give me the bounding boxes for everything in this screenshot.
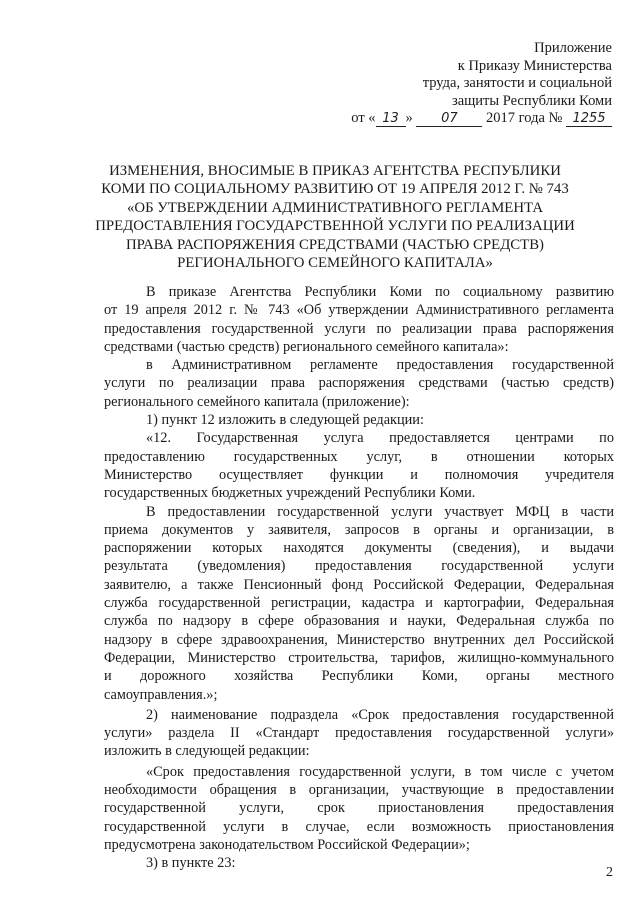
paragraph-line: необходимости обращения в организации, участвующие в предоставлении [104, 782, 614, 799]
paragraph-line: 2) наименование подраздела «Срок предоставления государственной [146, 706, 614, 723]
paragraph-line: услуги» раздела II «Стандарт предоставления государственной услуги» [104, 725, 614, 742]
appendix-line: труда, занятости и социальной [422, 75, 612, 91]
paragraph-line: приема документов у заявителя, запросов в органы и организации, в [104, 521, 614, 538]
body-paragraph [104, 411, 614, 429]
paragraph-line: Министерство осуществляет функции и полномочия учредителя [104, 466, 614, 483]
title-line: «ОБ УТВЕРЖДЕНИИ АДМИНИСТРАТИВНОГО РЕГЛАМЕНТА [126, 199, 544, 216]
body-paragraph [104, 854, 614, 872]
handwritten-month: 07 [416, 112, 482, 127]
paragraph-line: услуги по реализации права распоряжения средствами (частью средств) [104, 375, 614, 392]
body-paragraph [104, 503, 614, 704]
paragraph-line: служба государственной регистрации, кадастра и картографии, Федеральная [104, 595, 614, 612]
paragraph-line: В приказе Агентства Республики Коми по социальному развитию [146, 284, 614, 300]
paragraph-line: и дорожного хозяйства Республики Коми, органы местного [104, 668, 614, 685]
title-line: КОМИ ПО СОЦИАЛЬНОМУ РАЗВИТИЮ ОТ 19 АПРЕЛЯ 2012 Г. № 743 [101, 181, 569, 198]
title-line: ПРАВА РАСПОРЯЖЕНИЯ СРЕДСТВАМИ (ЧАСТЬЮ СРЕДСТВ) [125, 236, 544, 253]
paragraph-line: «Срок предоставления государственной услуги, в том числе с учетом [146, 763, 614, 780]
paragraph-line: предоставления государственной услуги по реализации права распоряжения [104, 320, 614, 337]
date-year: 2017 года № [486, 110, 563, 126]
paragraph-line: заявителю, а также Пенсионный фонд Российской Федерации, Федеральная [104, 576, 614, 593]
date-mid: » [405, 110, 413, 126]
document-title [95, 162, 575, 272]
paragraph-line: от 19 апреля 2012 г. № 743 «Об утверждении Административного регламента [104, 302, 614, 319]
paragraph-line: 3) в пункте 23: [146, 855, 236, 872]
paragraph-line: государственной услуги в случае, если возможность приостановления [104, 818, 614, 835]
body-paragraph [104, 283, 614, 356]
paragraph-line: «12. Государственная услуга предоставляется центрами по [146, 430, 614, 447]
body-paragraph [104, 706, 614, 761]
order-date-line [312, 110, 612, 128]
appendix-line: защиты Республики Коми [451, 92, 612, 109]
paragraph-line: предоставлению государственных услуг, в отношении которых [104, 448, 614, 465]
paragraph-line: В предоставлении государственной услуги участвует МФЦ в части [146, 503, 614, 520]
paragraph-line: предусмотрена законодательством Российской Федерации»; [104, 836, 470, 853]
paragraph-line: изложить в следующей редакции: [104, 743, 310, 760]
paragraph-line: самоуправления.»; [104, 686, 218, 703]
title-line: ИЗМЕНЕНИЯ, ВНОСИМЫЕ В ПРИКАЗ АГЕНТСТВА РЕСПУБЛИКИ [109, 163, 561, 179]
title-line: ПРЕДОСТАВЛЕНИЯ ГОСУДАРСТВЕННОЙ УСЛУГИ ПО РЕАЛИЗАЦИИ [95, 218, 575, 235]
paragraph-line: служба по надзору в сфере образования и науки, Федеральная служба по [104, 613, 614, 630]
paragraph-line: Федерации, Министерство строительства, тарифов, жилищно-коммунального [104, 649, 614, 666]
paragraph-line: 1) пункт 12 изложить в следующей редакции: [146, 412, 424, 429]
paragraph-line: государственной услуги, срок приостановления предоставления [104, 800, 614, 817]
appendix-header [312, 40, 612, 128]
body-paragraph [104, 763, 614, 854]
paragraph-line: регионального семейного капитала (приложение): [104, 393, 410, 410]
appendix-line: Приложение [534, 40, 612, 56]
handwritten-order-number: 1255 [566, 112, 612, 127]
date-prefix: от « [351, 110, 376, 126]
handwritten-day: 13 [376, 112, 406, 127]
body-paragraph [104, 356, 614, 411]
paragraph-line: государственных бюджетных учреждений Республики Коми. [104, 485, 476, 502]
appendix-line: к Приказу Министерства [457, 57, 612, 74]
paragraph-line: надзору в сфере здравоохранения, Министерство внутренних дел Российской [104, 631, 614, 648]
title-line: РЕГИОНАЛЬНОГО СЕМЕЙНОГО КАПИТАЛА» [177, 255, 493, 272]
paragraph-line: результата (уведомления) предоставления государственной услуги [104, 558, 614, 575]
paragraph-line: в Административном регламенте предоставления государственной [146, 357, 614, 374]
paragraph-line: средствами (частью средств) регионального семейного капитала»: [104, 338, 509, 355]
document-body [104, 283, 614, 873]
body-paragraph [104, 429, 614, 502]
page-number: 2 [606, 865, 613, 880]
paragraph-line: распоряжении которых находятся документы (сведения), и выдачи [104, 540, 614, 557]
